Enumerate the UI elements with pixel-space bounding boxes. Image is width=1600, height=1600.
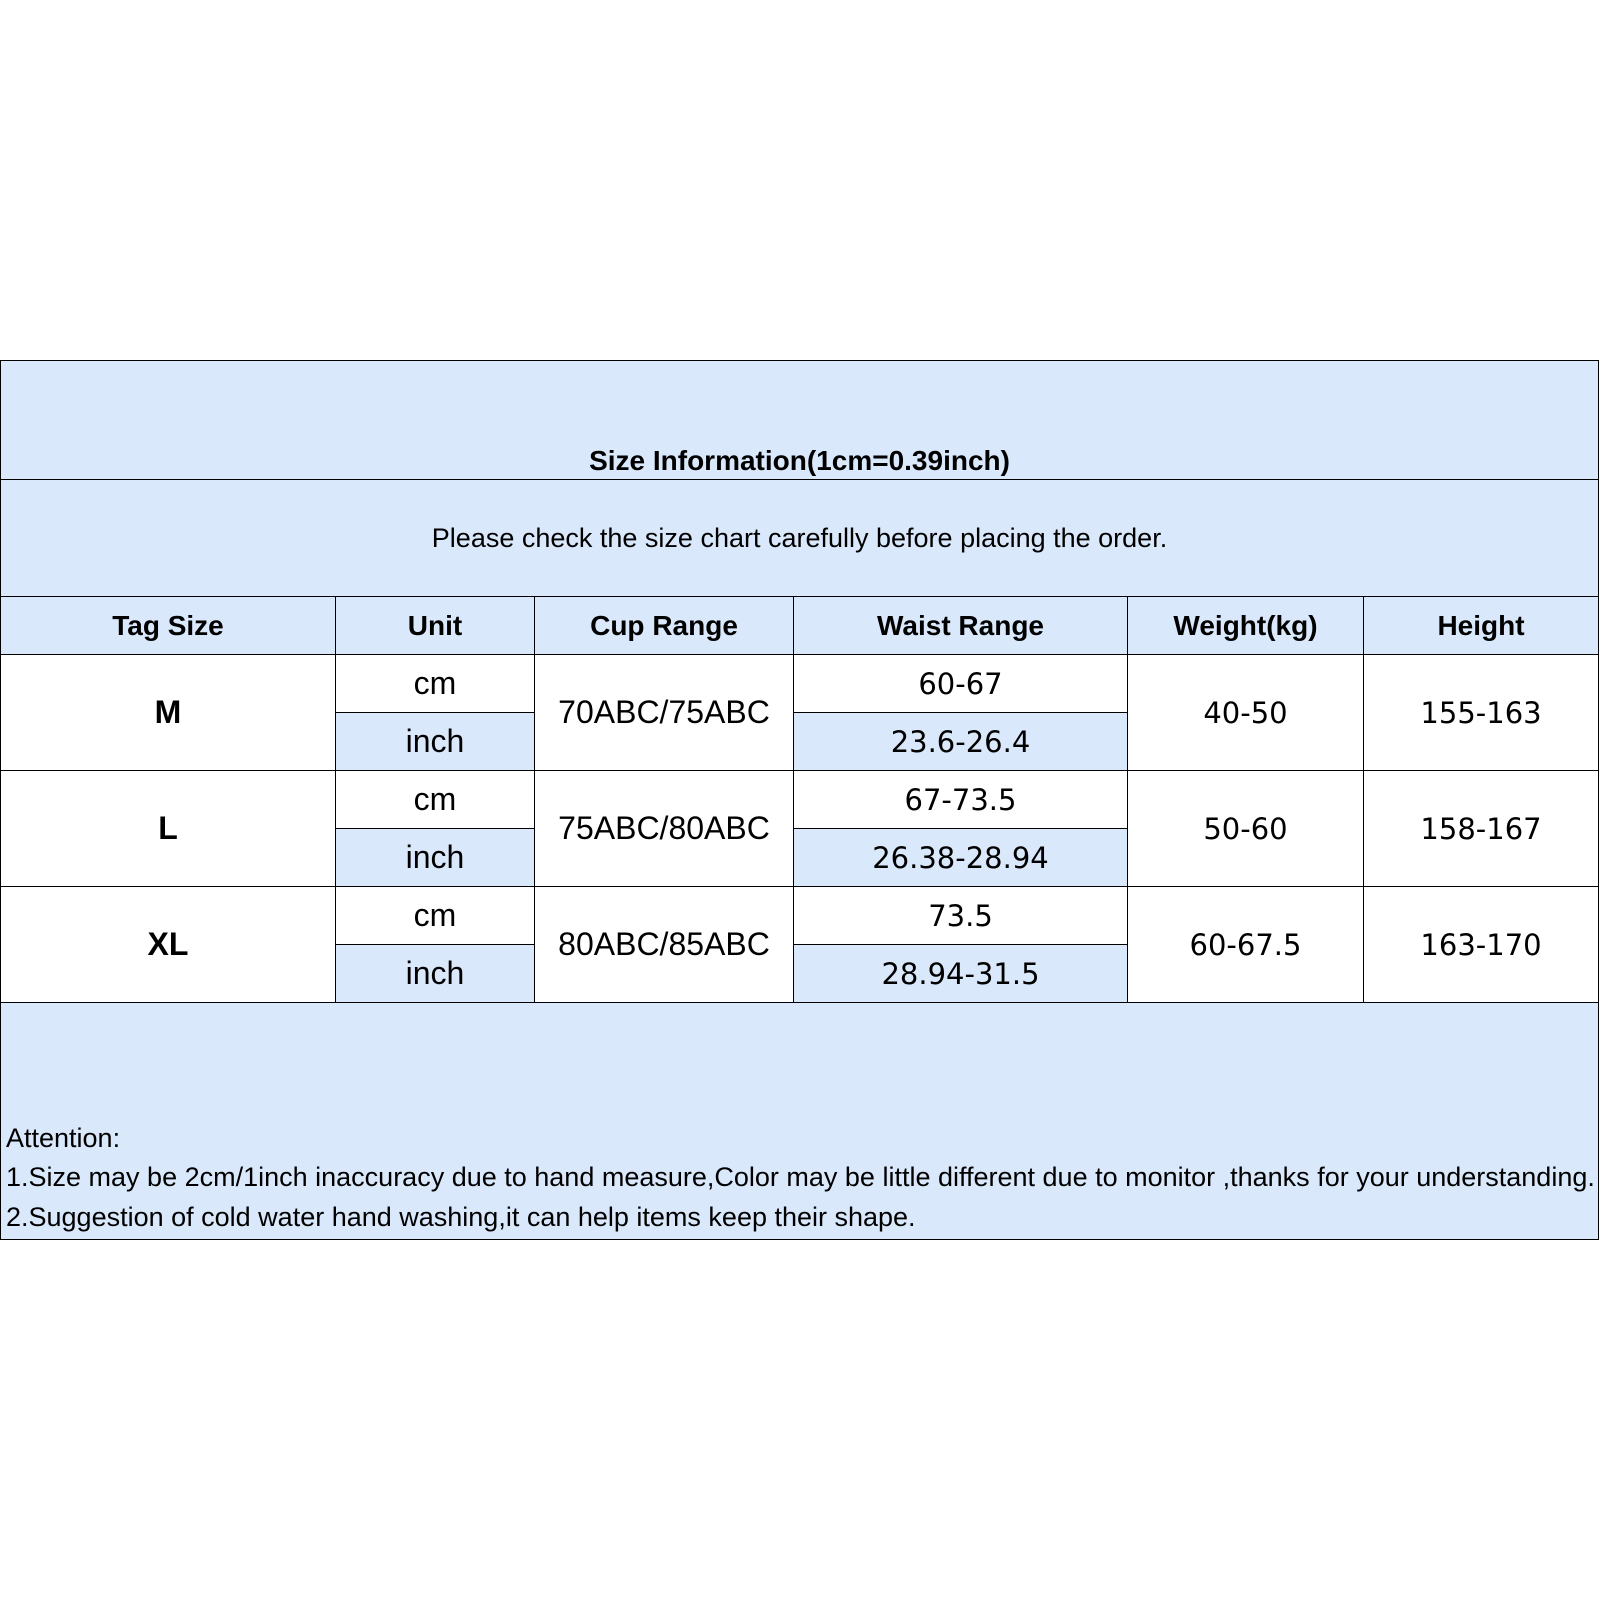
weight-cell: 60-67.5 — [1128, 887, 1364, 1003]
table-row — [1, 887, 1599, 945]
attention-notes — [1, 1003, 1599, 1240]
tag-size-cell: XL — [1, 887, 336, 1003]
unit-cm-cell: cm — [336, 887, 535, 945]
table-row — [1, 655, 1599, 713]
header-unit: Unit — [336, 597, 535, 655]
header-weight: Weight(kg) — [1128, 597, 1364, 655]
height-cell: 163-170 — [1364, 887, 1599, 1003]
height-cell: 155-163 — [1364, 655, 1599, 771]
unit-cm-cell: cm — [336, 655, 535, 713]
tag-size-cell: L — [1, 771, 336, 887]
cup-range-cell: 80ABC/85ABC — [535, 887, 794, 1003]
attention-note-1: 1.Size may be 2cm/1inch inaccuracy due to hand measure,Color may be little different due to monitor ,thanks for your understanding. — [6, 1162, 1595, 1192]
size-table — [0, 360, 1599, 1240]
table-row — [1, 771, 1599, 829]
waist-inch-cell: 26.38-28.94 — [794, 829, 1128, 887]
header-cup-range: Cup Range — [535, 597, 794, 655]
size-chart — [0, 360, 1598, 1240]
header-tag-size: Tag Size — [1, 597, 336, 655]
waist-cm-cell: 60-67 — [794, 655, 1128, 713]
unit-inch-cell: inch — [336, 945, 535, 1003]
waist-inch-cell: 28.94-31.5 — [794, 945, 1128, 1003]
chart-notice: Please check the size chart carefully before placing the order. — [1, 480, 1599, 597]
waist-cm-cell: 67-73.5 — [794, 771, 1128, 829]
weight-cell: 50-60 — [1128, 771, 1364, 887]
waist-cm-cell: 73.5 — [794, 887, 1128, 945]
cup-range-cell: 75ABC/80ABC — [535, 771, 794, 887]
unit-inch-cell: inch — [336, 829, 535, 887]
chart-title: Size Information(1cm=0.39inch) — [1, 361, 1599, 480]
header-height: Height — [1364, 597, 1599, 655]
header-row — [1, 597, 1599, 655]
header-waist-range: Waist Range — [794, 597, 1128, 655]
height-cell: 158-167 — [1364, 771, 1599, 887]
weight-cell: 40-50 — [1128, 655, 1364, 771]
unit-inch-cell: inch — [336, 713, 535, 771]
waist-inch-cell: 23.6-26.4 — [794, 713, 1128, 771]
tag-size-cell: M — [1, 655, 336, 771]
attention-note-2: 2.Suggestion of cold water hand washing,it can help items keep their shape. — [6, 1201, 916, 1232]
unit-cm-cell: cm — [336, 771, 535, 829]
cup-range-cell: 70ABC/75ABC — [535, 655, 794, 771]
attention-heading: Attention: — [6, 1122, 121, 1153]
